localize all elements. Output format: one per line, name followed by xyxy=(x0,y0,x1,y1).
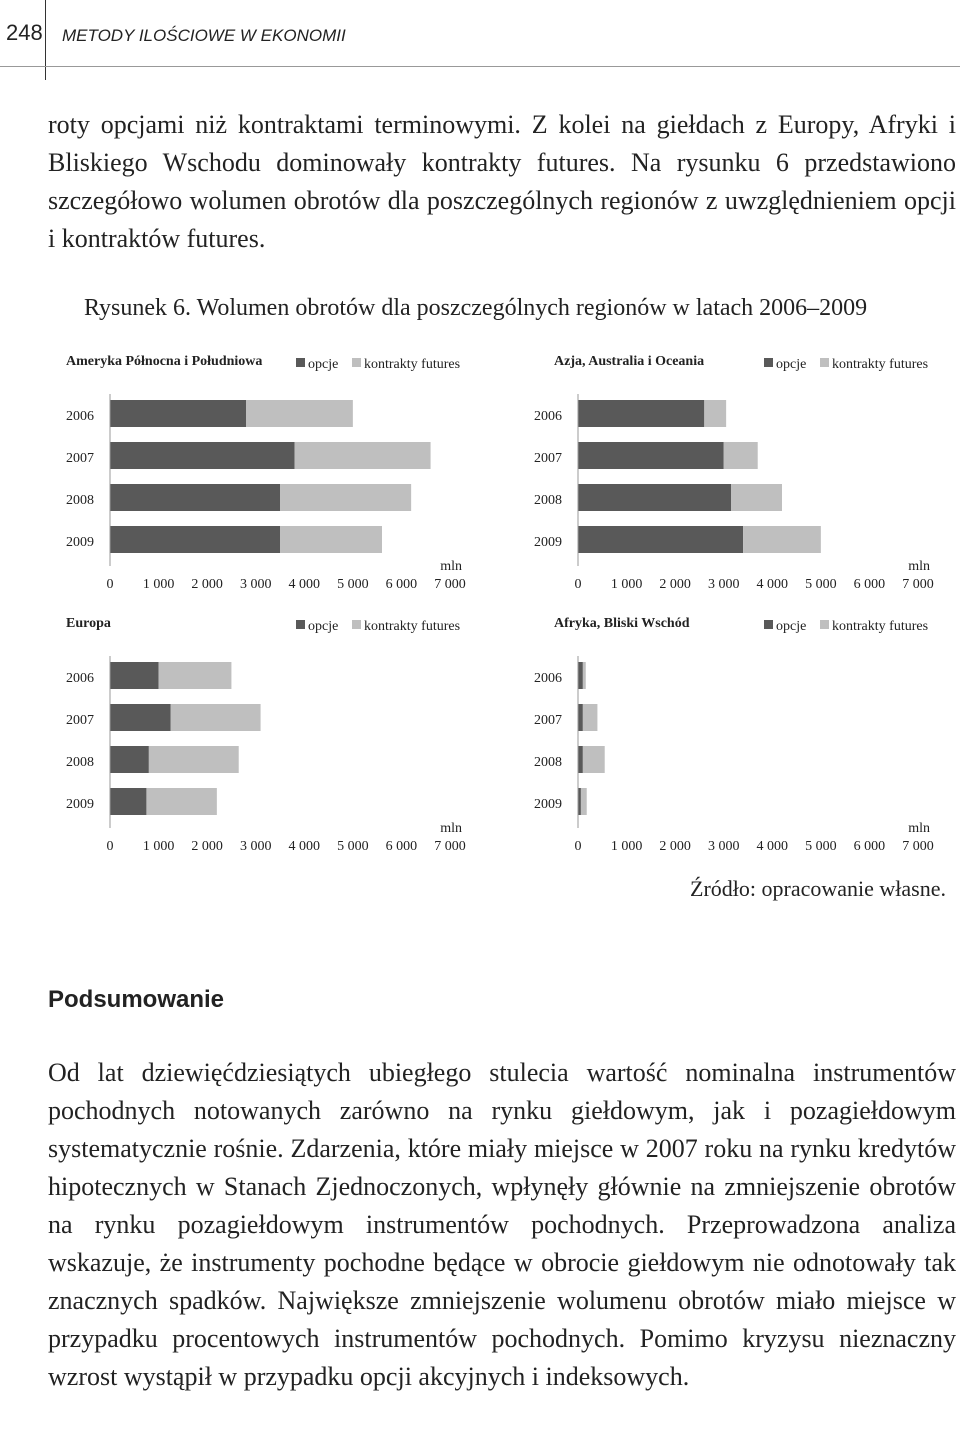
bar-futures-2009 xyxy=(743,526,821,553)
x-tick-label: 1 000 xyxy=(610,577,643,592)
year-label: 2008 xyxy=(66,755,94,770)
x-tick-label: 7 000 xyxy=(902,839,934,854)
bar-opcje-2007 xyxy=(110,442,295,469)
year-label: 2008 xyxy=(534,493,562,508)
x-tick-label: 7 000 xyxy=(434,839,466,854)
paragraph-summary: Od lat dziewięćdziesiątych ubiegłego stulecia wartość nominalna instrumentów pochodnych notowanych zarówno na rynku giełdowym, jak i pozagiełdowym systematycznie rośnie. Zdarzenia, które miały miejsce w 2007 roku na rynku kredytów hipotecznych w Stanach Zjednoczonych, wpłynęły głównie na zmniejszenie obrotów na rynku pozagiełdowym instrumentów pochodnych. Przeprowadzona analiza wskazuje, że instrumenty pochodne będące w obrocie giełdowym nie odnotowały tak znacznych spadków. Największe zmniejszenie wolumenu obrotów miało miejsce w przypadku procentowych instrumentów pochodnych. Pomimo kryzysu nieznaczny wzrost wystąpił w przypadku opcji akcyjnych i indeksowych. xyxy=(48,1058,956,1391)
bar-opcje-2008 xyxy=(578,746,583,773)
year-label: 2007 xyxy=(534,713,562,728)
x-tick-label: 0 xyxy=(574,839,582,854)
bar-opcje-2009 xyxy=(110,788,146,815)
bar-opcje-2006 xyxy=(578,662,583,689)
year-label: 2006 xyxy=(534,671,562,686)
x-tick-label: 3 000 xyxy=(707,577,740,592)
x-tick-label: 3 000 xyxy=(707,839,740,854)
x-tick-label: 2 000 xyxy=(191,577,223,592)
section-title: Podsumowanie xyxy=(48,986,225,1013)
bar-futures-2008 xyxy=(583,746,605,773)
year-label: 2006 xyxy=(66,671,94,686)
legend-label-futures: kontrakty futures xyxy=(832,619,929,634)
header-divider-vertical xyxy=(45,0,46,80)
x-tick-label: 2 000 xyxy=(191,839,223,854)
x-tick-label: 1 000 xyxy=(142,839,175,854)
year-label: 2006 xyxy=(534,409,562,424)
bar-futures-2006 xyxy=(704,400,726,427)
bar-opcje-2007 xyxy=(110,704,171,731)
x-tick-label: 1 000 xyxy=(142,577,175,592)
x-tick-label: 5 000 xyxy=(805,839,837,854)
bar-opcje-2009 xyxy=(110,526,280,553)
year-label: 2006 xyxy=(66,409,94,424)
year-label: 2008 xyxy=(66,493,94,508)
bar-opcje-2008 xyxy=(578,484,731,511)
bar-futures-2008 xyxy=(280,484,411,511)
year-label: 2007 xyxy=(534,451,562,466)
bar-futures-2006 xyxy=(159,662,232,689)
year-label: 2007 xyxy=(66,713,94,728)
bar-opcje-2006 xyxy=(110,400,246,427)
paragraph-intro: roty opcjami niż kontraktami terminowymi. Z kolei na giełdach z Europy, Afryki i Bliskiego Wschodu dominowały kontrakty futures. Na rysunku 6 przedstawiono szczegółowo wolumen obrotów dla poszczególnych regionów z uwzględnieniem opcji i kontraktów futures. xyxy=(48,110,956,253)
bar-futures-2006 xyxy=(246,400,353,427)
figure-caption: Rysunek 6. Wolumen obrotów dla poszczególnych regionów w latach 2006–2009 xyxy=(84,295,868,321)
bar-opcje-2008 xyxy=(110,484,280,511)
year-label: 2009 xyxy=(66,797,94,812)
x-tick-label: 4 000 xyxy=(756,839,789,854)
bar-opcje-2007 xyxy=(578,442,724,469)
x-tick-label: 4 000 xyxy=(288,839,321,854)
x-tick-label: 6 000 xyxy=(853,839,886,854)
legend-label-opcje: opcje xyxy=(776,357,807,372)
bar-futures-2006 xyxy=(583,662,586,689)
legend-swatch-futures xyxy=(820,620,829,629)
legend-label-opcje: opcje xyxy=(308,357,339,372)
bar-opcje-2008 xyxy=(110,746,149,773)
year-label: 2009 xyxy=(534,797,562,812)
bar-opcje-2007 xyxy=(578,704,583,731)
legend-label-futures: kontrakty futures xyxy=(364,619,461,634)
legend-label-opcje: opcje xyxy=(776,619,807,634)
bar-futures-2007 xyxy=(295,442,431,469)
legend-swatch-futures xyxy=(352,620,361,629)
chart-title: Europa xyxy=(66,616,111,631)
bar-futures-2009 xyxy=(280,526,382,553)
x-tick-label: 0 xyxy=(574,577,582,592)
bar-futures-2007 xyxy=(583,704,598,731)
x-tick-label: 5 000 xyxy=(337,577,369,592)
x-tick-label: 4 000 xyxy=(288,577,321,592)
year-label: 2009 xyxy=(534,535,562,550)
bar-futures-2009 xyxy=(146,788,216,815)
legend-swatch-futures xyxy=(352,358,361,367)
unit-label: mln xyxy=(908,559,930,574)
legend-swatch-opcje xyxy=(764,358,773,367)
x-tick-label: 2 000 xyxy=(659,577,691,592)
x-tick-label: 3 000 xyxy=(239,577,272,592)
x-tick-label: 7 000 xyxy=(902,577,934,592)
year-label: 2009 xyxy=(66,535,94,550)
chart-title: Afryka, Bliski Wschód xyxy=(554,616,690,631)
x-tick-label: 5 000 xyxy=(805,577,837,592)
year-label: 2007 xyxy=(66,451,94,466)
header-divider-horizontal xyxy=(0,66,960,67)
legend-label-futures: kontrakty futures xyxy=(832,357,929,372)
x-tick-label: 5 000 xyxy=(337,839,369,854)
legend-swatch-opcje xyxy=(296,358,305,367)
running-title: METODY ILOŚCIOWE W EKONOMII xyxy=(62,26,346,45)
x-tick-label: 6 000 xyxy=(385,839,418,854)
x-tick-label: 7 000 xyxy=(434,577,466,592)
figure-charts xyxy=(0,330,960,870)
bar-futures-2008 xyxy=(149,746,239,773)
page-header xyxy=(0,0,960,80)
bar-futures-2007 xyxy=(171,704,261,731)
figure-source: Źródło: opracowanie własne. xyxy=(690,876,946,901)
unit-label: mln xyxy=(440,559,462,574)
x-tick-label: 6 000 xyxy=(385,577,418,592)
page-number: 248 xyxy=(6,20,43,45)
unit-label: mln xyxy=(440,821,462,836)
bar-opcje-2006 xyxy=(578,400,704,427)
legend-swatch-futures xyxy=(820,358,829,367)
x-tick-label: 4 000 xyxy=(756,577,789,592)
bar-opcje-2006 xyxy=(110,662,159,689)
chart-title: Azja, Australia i Oceania xyxy=(554,354,705,369)
x-tick-label: 0 xyxy=(106,839,114,854)
x-tick-label: 1 000 xyxy=(610,839,643,854)
unit-label: mln xyxy=(908,821,930,836)
bar-opcje-2009 xyxy=(578,526,743,553)
bar-futures-2007 xyxy=(724,442,758,469)
bar-futures-2008 xyxy=(731,484,782,511)
legend-swatch-opcje xyxy=(296,620,305,629)
legend-label-futures: kontrakty futures xyxy=(364,357,461,372)
year-label: 2008 xyxy=(534,755,562,770)
chart-title: Ameryka Północna i Południowa xyxy=(66,354,263,369)
x-tick-label: 3 000 xyxy=(239,839,272,854)
legend-label-opcje: opcje xyxy=(308,619,339,634)
bar-futures-2009 xyxy=(581,788,587,815)
x-tick-label: 0 xyxy=(106,577,114,592)
x-tick-label: 6 000 xyxy=(853,577,886,592)
x-tick-label: 2 000 xyxy=(659,839,691,854)
legend-swatch-opcje xyxy=(764,620,773,629)
